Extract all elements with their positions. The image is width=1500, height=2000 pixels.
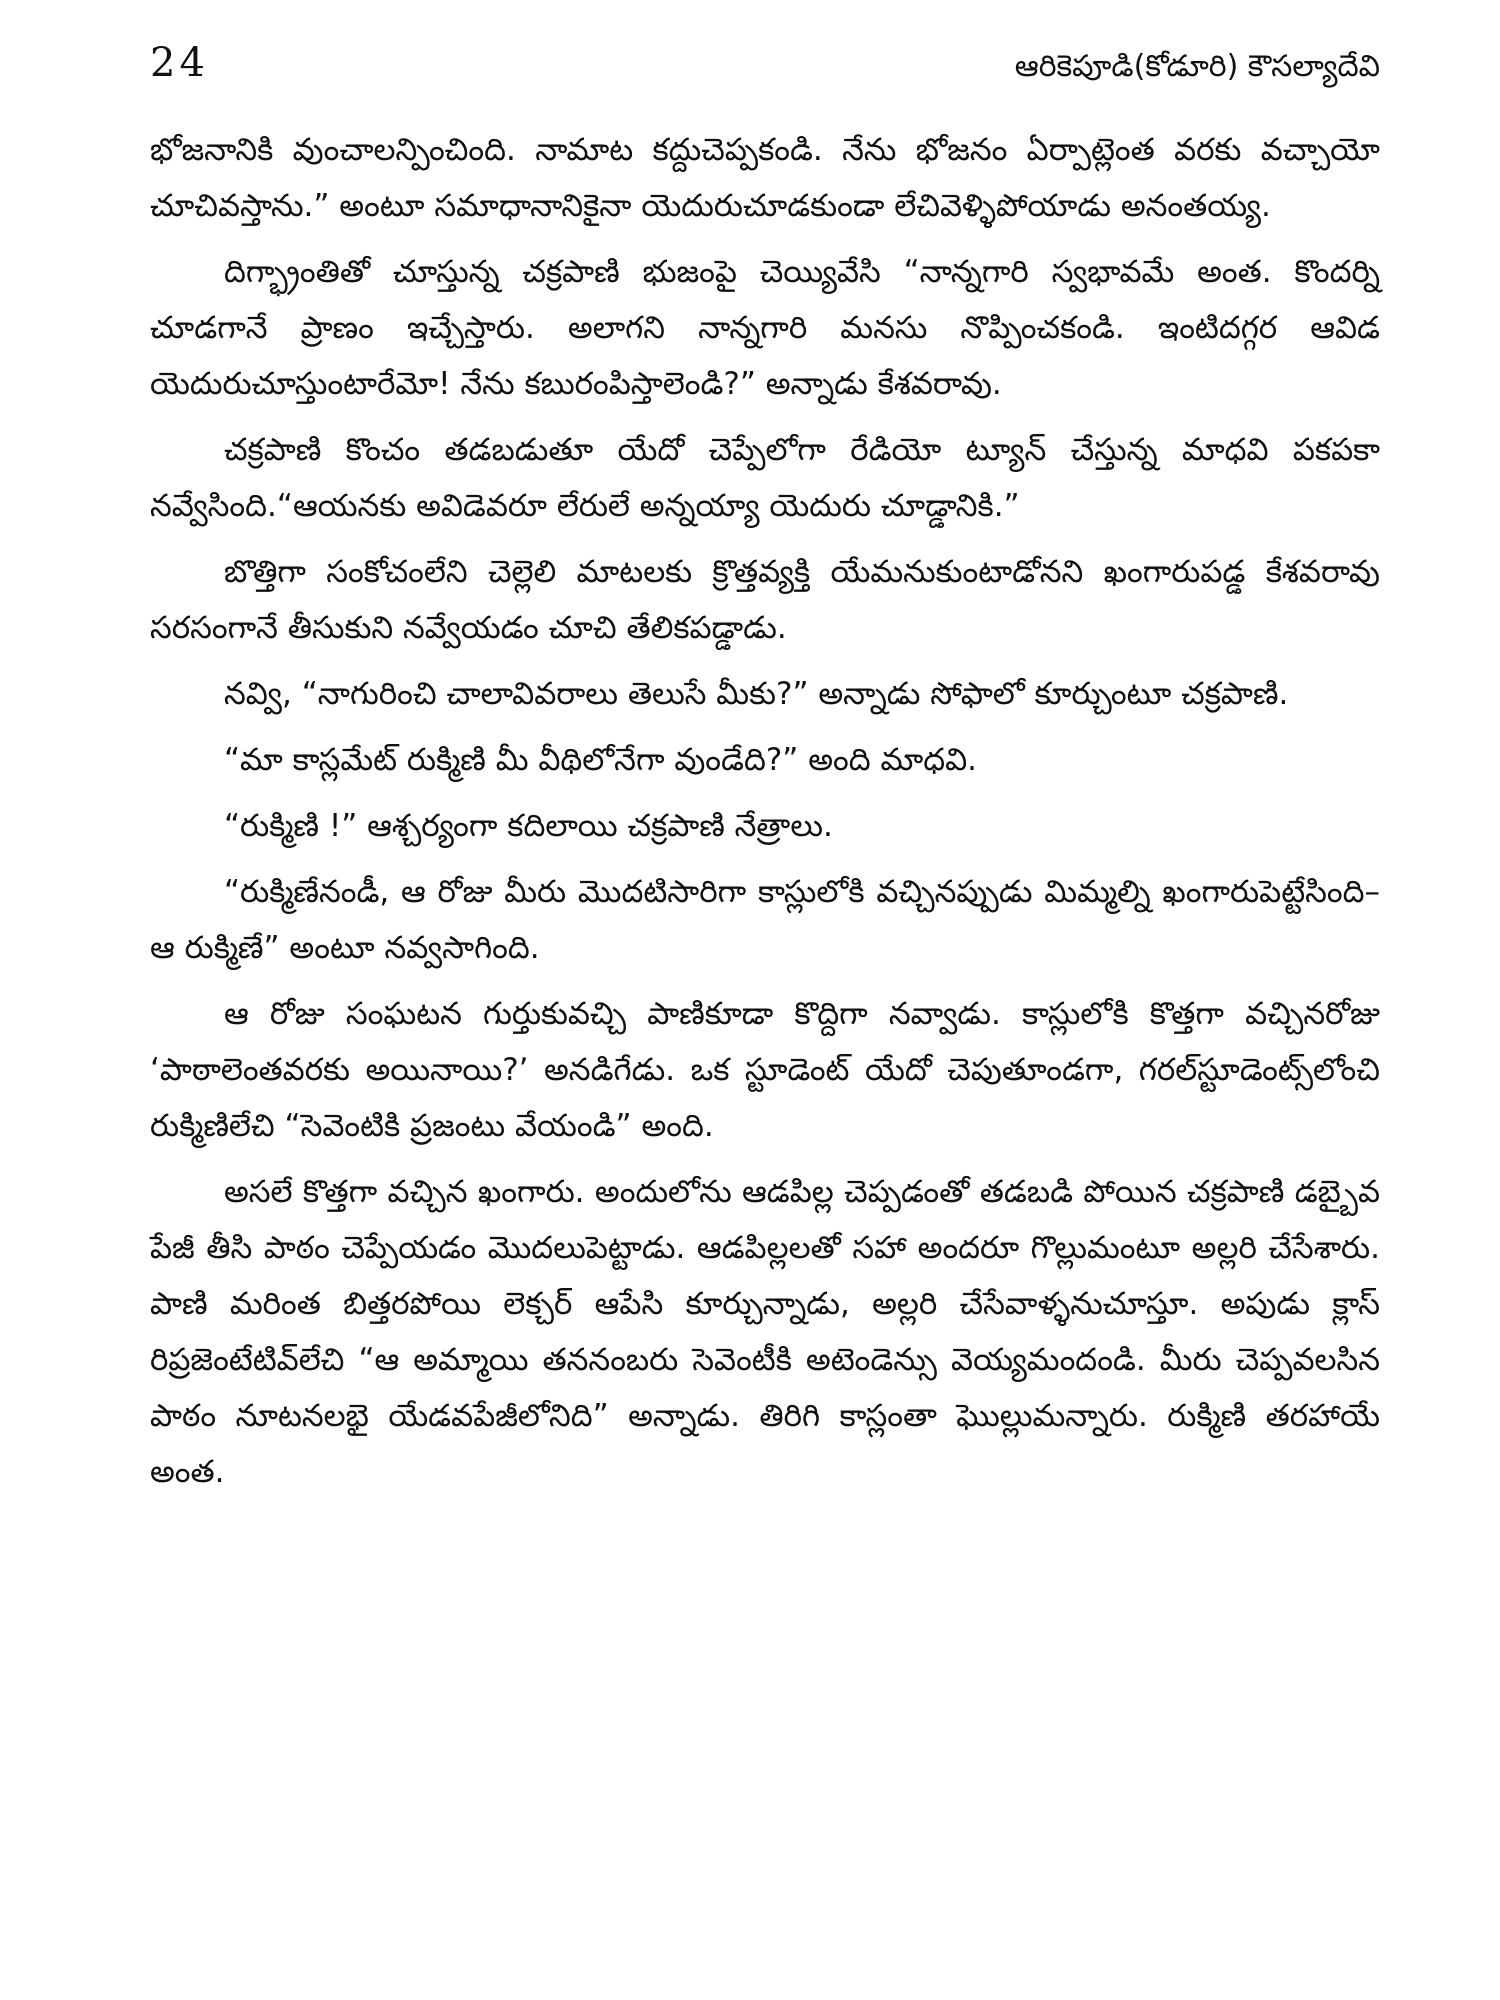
- paragraph: అసలే కొత్తగా వచ్చిన ఖంగారు. అందులోను ఆడపిల్ల చెప్పడంతో తడబడి పోయిన చక్రపాణి డబ్బైవ పేజీ తీసి పాఠం చెప్పేయడం మొదలుపెట్టాడు. ఆడపిల్లలతో సహా అందరూ గొల్లుమంటూ అల్లరి చేసేశారు. పాణి మరింత బిత్తరపోయి లెక్చర్ ఆపేసి కూర్చున్నాడు, అల్లరి చేసేవాళ్ళనుచూస్తూ. అపుడు క్లాస్ రిప్రజెంటేటివ్‌లేచి “ఆ అమ్మాయి తననంబరు సెవెంటీకి అటెండెన్సు వెయ్యమందండి. మీరు చెప్పవలసిన పాఠం నూటనలభై యేడవపేజీలోనిది” అన్నాడు. తిరిగి కాస్లంతా ఘొల్లుమన్నారు. రుక్మిణి తరహాయే అంత.: [150, 1174, 1380, 1490]
- paragraph: నవ్వి, “నాగురించి చాలావివరాలు తెలుసే మీకు?” అన్నాడు సోఫాలో కూర్చుంటూ చక్రపాణి.: [224, 676, 1289, 712]
- paragraph: భోజనానికి వుంచాలన్పించింది. నామాట కద్దుచెప్పకండి. నేను భోజనం ఏర్పాట్లెంత వరకు వచ్చాయో చూచివస్తాను.” అంటూ సమాధానానికైనా యెదురుచూడకుండా లేచివెళ్ళిపోయాడు అనంతయ్య.: [150, 132, 1380, 224]
- paragraph: దిగ్భ్రాంతితో చూస్తున్న చక్రపాణి భుజంపై చెయ్యివేసి “నాన్నగారి స్వభావమే అంత. కొందర్ని చూడగానే ప్రాణం ఇచ్చేస్తారు. అలాగని నాన్నగారి మనసు నొప్పించకండి. ఇంటిదగ్గర ఆవిడ యెదురుచూస్తుంటారేమో! నేను కబురంపిస్తాలెండి?” అన్నాడు కేశవరావు.: [150, 254, 1380, 402]
- page-number: 24: [150, 40, 209, 86]
- paragraph: ఆ రోజు సంఘటన గుర్తుకువచ్చి పాణికూడా కొద్దిగా నవ్వాడు. కాస్లులోకి కొత్తగా వచ్చినరోజు ‘పాఠాలెంతవరకు అయినాయి?’ అనడిగేడు. ఒక స్టూడెంట్ యేదో చెపుతూండగా, గరల్‌స్టూడెంట్స్‌లోంచి రుక్మిణిలేచి “సెవెంటికి ప్రజంటు వేయండి” అంది.: [150, 996, 1380, 1144]
- page-header: [150, 40, 1380, 100]
- paragraph: “రుక్మిణేనండీ, ఆ రోజు మీరు మొదటిసారిగా కాస్లులోకి వచ్చినప్పుడు మిమ్మల్ని ఖంగారుపెట్టేసింది–ఆ రుక్మిణే” అంటూ నవ్వసాగింది.: [150, 874, 1380, 966]
- paragraph: “మా కాస్లమేట్ రుక్మిణి మీ వీథిలోనేగా వుండేది?” అంది మాధవి.: [224, 742, 977, 778]
- running-head: ఆరికెపూడి(కోడూరి) కౌసల్యాదేవి: [1014, 49, 1380, 84]
- paragraph: చక్రపాణి కొంచం తడబడుతూ యేదో చెప్పేలోగా రేడియో ట్యూన్ చేస్తున్న మాధవి పకపకా నవ్వేసింది.“ఆయనకు అవిడెవరూ లేరులే అన్నయ్యా యెదురు చూడ్డానికి.”: [150, 432, 1380, 524]
- paragraph: “రుక్మిణి !” ఆశ్చర్యంగా కదిలాయి చక్రపాణి నేత్రాలు.: [224, 808, 833, 844]
- body-text: [150, 122, 1380, 1500]
- paragraph: బొత్తిగా సంకోచంలేని చెల్లెలి మాటలకు క్రొత్తవ్యక్తి యేమనుకుంటాడోనని ఖంగారుపడ్డ కేశవరావు సరసంగానే తీసుకుని నవ్వేయడం చూచి తేలికపడ్డాడు.: [150, 554, 1380, 646]
- book-page: [150, 40, 1380, 1970]
